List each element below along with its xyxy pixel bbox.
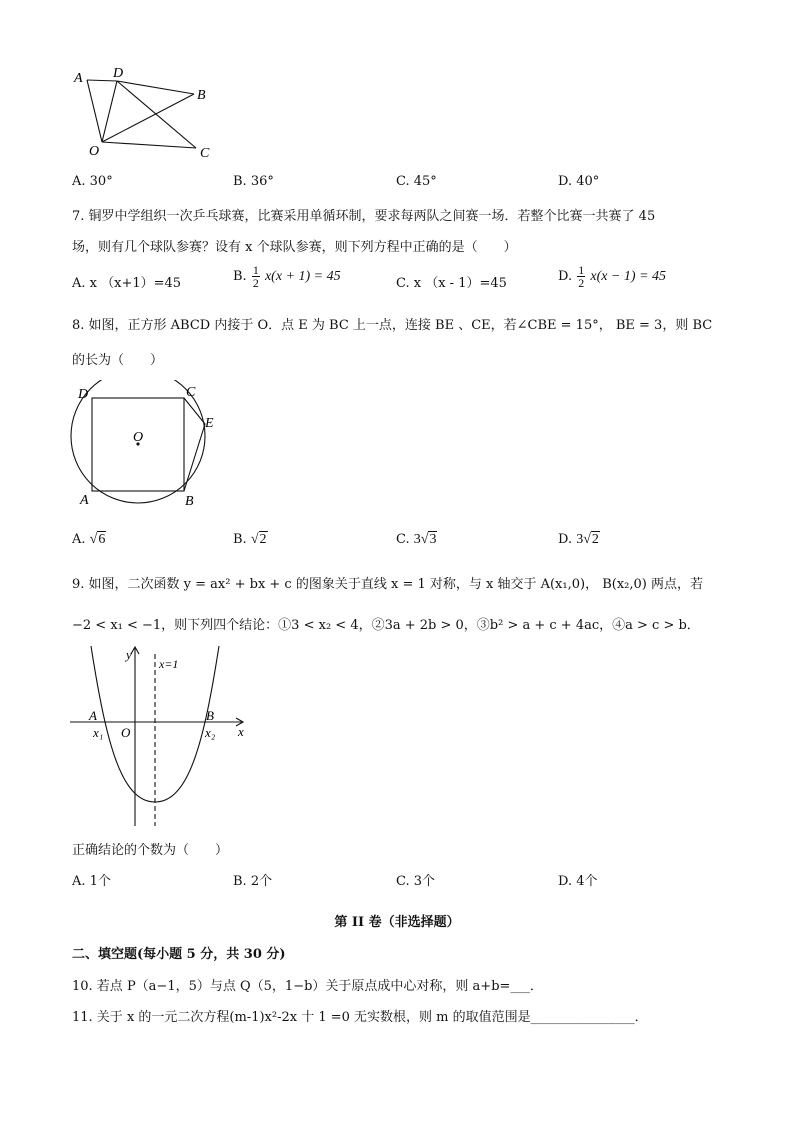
fig8-label-o: O <box>133 430 144 445</box>
q8-option-c[interactable] <box>396 532 437 548</box>
option-prefix: D. <box>558 532 573 547</box>
fig6-label-c: C <box>200 146 210 160</box>
q9-option-d[interactable]: D. 4个 <box>558 874 598 889</box>
q7-stem-line1: 7. 铜罗中学组织一次乒乓球赛，比赛采用单循环制，要求每两队之间赛一场．若整个比赛一共赛了 45 <box>72 209 656 224</box>
q6-figure <box>70 64 220 160</box>
q7-option-c[interactable]: C. x （x - 1）=45 <box>396 276 507 291</box>
sqrt-expression: 3√2 <box>576 532 599 547</box>
fig6-label-b: B <box>197 88 206 103</box>
fig8-label-a: A <box>80 493 89 508</box>
fig9-label-x2: x₂ <box>205 725 216 740</box>
option-prefix: B. <box>233 532 247 547</box>
fig9-label-x1: x₁ <box>93 725 104 740</box>
fig9-label-b: B <box>206 708 214 723</box>
q10-text: 10. 若点 P（a−1，5）与点 Q（5，1−b）关于原点成中心对称，则 a+b=___． <box>72 979 543 994</box>
fig8-label-e: E <box>205 416 214 431</box>
fig9-label-x: x <box>238 724 244 739</box>
q7-option-d-expression: x(x − 1) = 45 <box>590 269 667 284</box>
coefficient: 3 <box>413 532 421 547</box>
q6-option-d[interactable]: D. 40° <box>558 174 600 189</box>
fraction-numerator: 1 <box>252 263 259 277</box>
q7-stem-line2: 场，则有几个球队参赛？设有 x 个球队参赛，则下列方程中正确的是（ ） <box>72 240 517 255</box>
radicand: 2 <box>259 532 267 547</box>
q9-option-c[interactable]: C. 3个 <box>396 874 436 889</box>
fig9-symmetry-label: x=1 <box>159 657 179 671</box>
fig9-label-y: y <box>126 647 132 662</box>
q9-option-a[interactable]: A. 1个 <box>72 874 111 889</box>
q9-question: 正确结论的个数为（ ） <box>72 843 229 858</box>
q7-option-d[interactable] <box>558 264 666 289</box>
q7-option-b-prefix: B. <box>233 269 247 284</box>
q8-option-b[interactable] <box>233 532 268 548</box>
q9-stem-line2: −2 < x₁ < −1，则下列四个结论：①3 < x₂ < 4，②3a + 2b > 0，③b² > a + c + 4ac，④a > c > b． <box>72 618 700 633</box>
q8-figure <box>68 380 218 510</box>
q8-stem-line1: 8. 如图，正方形 ABCD 内接于 O．点 E 为 BC 上一点，连接 BE 、CE，若∠CBE = 15°， BE = 3，则 BC <box>72 318 713 333</box>
option-prefix: A. <box>72 532 86 547</box>
q7-option-a[interactable]: A. x （x+1）=45 <box>72 276 182 291</box>
fig8-label-c: C <box>186 385 196 400</box>
fraction-denominator: 2 <box>578 276 585 290</box>
q11-text: 11. 关于 x 的一元二次方程(m-1)x²-2x 十 1 =0 无实数根，则 m 的取值范围是________________． <box>72 1010 648 1025</box>
q9-stem-line1: 9. 如图，二次函数 y = ax² + bx + c 的图象关于直线 x = 1 对称，与 x 轴交于 A(x₁,0)， B(x₂,0) 两点，若 <box>72 577 703 592</box>
q9-figure <box>66 642 256 832</box>
fig6-label-a: A <box>74 71 83 86</box>
q7-option-b[interactable] <box>233 264 341 289</box>
option-prefix: C. <box>396 532 410 547</box>
part2-title: 第 II 卷（非选择题） <box>334 915 460 930</box>
q8-option-d[interactable] <box>558 532 600 548</box>
radicand: 6 <box>98 532 106 547</box>
section2-title: 二、填空题(每小题 5 分，共 30 分) <box>72 947 286 962</box>
sqrt-expression: 3√3 <box>413 532 437 547</box>
q7-option-b-fraction <box>252 264 260 289</box>
q8-stem-line2: 的长为（ ） <box>72 353 164 368</box>
fraction-denominator: 2 <box>252 276 259 290</box>
fig8-label-d: D <box>78 387 89 402</box>
q6-option-b[interactable]: B. 36° <box>233 174 274 189</box>
q7-option-d-prefix: D. <box>558 269 573 284</box>
q9-option-b[interactable]: B. 2个 <box>233 874 273 889</box>
fig9-label-o: O <box>121 725 131 740</box>
q6-option-c[interactable]: C. 45° <box>396 174 437 189</box>
radicand: 3 <box>429 532 437 547</box>
coefficient: 3 <box>576 532 584 547</box>
fraction-numerator: 1 <box>578 263 585 277</box>
q6-option-a[interactable]: A. 30° <box>72 174 113 189</box>
sqrt-expression: √2 <box>250 532 267 547</box>
sqrt-expression: √6 <box>89 532 106 547</box>
fig9-label-a: A <box>89 708 97 723</box>
q8-option-a[interactable] <box>72 532 106 548</box>
q7-option-b-expression: x(x + 1) = 45 <box>264 269 341 284</box>
fig6-label-d: D <box>113 66 124 81</box>
fig6-label-o: O <box>89 144 100 159</box>
fig8-label-b: B <box>185 494 194 509</box>
q7-option-d-fraction <box>577 264 585 289</box>
radicand: 2 <box>591 532 599 547</box>
